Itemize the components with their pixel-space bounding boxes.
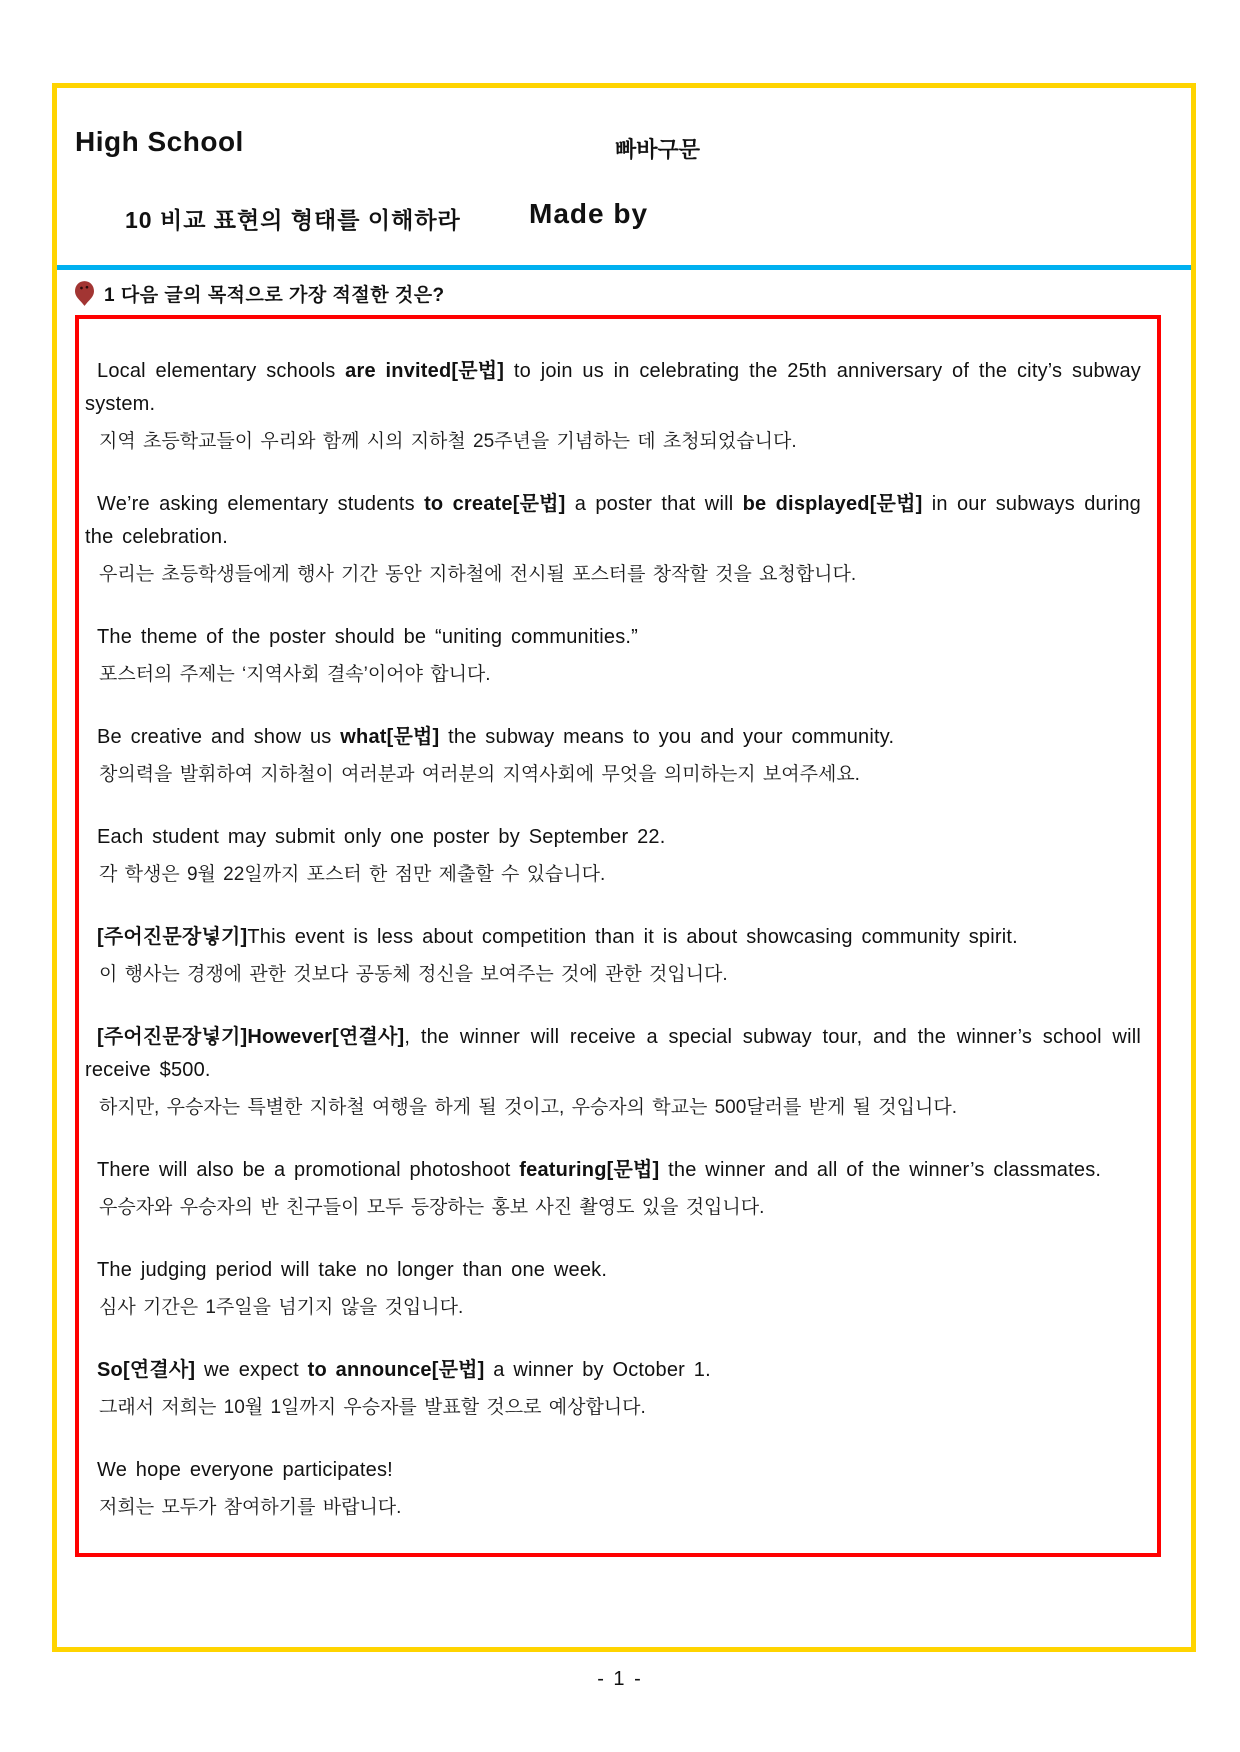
page-number: - 1 - bbox=[597, 1668, 643, 1690]
sentence-group bbox=[85, 921, 1141, 991]
sentence-group bbox=[85, 621, 1141, 691]
sentence-text: , the winner will receive a special subway tour, and the winner’s school will receive $500. bbox=[85, 1026, 1141, 1081]
sentence-ko: 이 행사는 경쟁에 관한 것보다 공동체 정신을 보여주는 것에 관한 것입니다. bbox=[99, 964, 728, 985]
question-text: 1 다음 글의 목적으로 가장 적절한 것은? bbox=[104, 285, 445, 306]
grammar-highlight: are invited[문법] bbox=[345, 360, 505, 382]
sentence-group bbox=[85, 1254, 1141, 1324]
sentence-en bbox=[85, 1354, 1141, 1387]
made-by-label: Made by bbox=[529, 198, 649, 229]
sentence-ko: 지역 초등학교들이 우리와 함께 시의 지하철 25주년을 기념하는 데 초청되었습니다. bbox=[99, 431, 797, 452]
sentence-group bbox=[85, 488, 1141, 591]
sentence-en bbox=[85, 921, 1141, 954]
sentence-group bbox=[85, 355, 1141, 458]
sentence-text: Each student may submit only one poster by September 22. bbox=[97, 826, 666, 848]
balloon-icon bbox=[75, 281, 94, 306]
sentence-text: a winner by October 1. bbox=[484, 1359, 711, 1381]
grammar-highlight: featuring[문법] bbox=[519, 1159, 660, 1181]
sentence-en bbox=[85, 1454, 1141, 1487]
sentence-en bbox=[85, 488, 1141, 554]
brand-title: 빠바구문 bbox=[615, 137, 701, 162]
sentence-ko: 우승자와 우승자의 반 친구들이 모두 등장하는 홍보 사진 촬영도 있을 것입니다. bbox=[99, 1197, 765, 1218]
grammar-highlight: be displayed[문법] bbox=[742, 493, 923, 515]
sentence-text: we expect bbox=[195, 1359, 308, 1381]
grammar-highlight: So[연결사] bbox=[97, 1359, 196, 1381]
sentence-ko: 각 학생은 9월 22일까지 포스터 한 점만 제출할 수 있습니다. bbox=[99, 864, 606, 885]
sentence-group bbox=[85, 821, 1141, 891]
sentence-text: We hope everyone participates! bbox=[97, 1459, 393, 1481]
sentence-text: This event is less about competition than it is about showcasing community spirit. bbox=[247, 926, 1018, 948]
sentence-text: in our subways during the celebration. bbox=[85, 493, 1141, 548]
sentence-ko: 우리는 초등학생들에게 행사 기간 동안 지하철에 전시될 포스터를 창작할 것을 요청합니다. bbox=[99, 564, 857, 585]
sentence-text: Be creative and show us bbox=[97, 726, 341, 748]
school-title: High School bbox=[75, 126, 244, 157]
sentence-ko: 하지만, 우승자는 특별한 지하철 여행을 하게 될 것이고, 우승자의 학교는 500달러를 받게 될 것입니다. bbox=[99, 1097, 957, 1118]
sentence-ko: 저희는 모두가 참여하기를 바랍니다. bbox=[99, 1497, 402, 1518]
sentence-ko: 포스터의 주제는 ‘지역사회 결속’이어야 합니다. bbox=[99, 664, 491, 685]
sentence-en bbox=[85, 821, 1141, 854]
question-line bbox=[75, 280, 445, 307]
grammar-highlight: to create[문법] bbox=[424, 493, 566, 515]
sentence-text: Local elementary schools bbox=[97, 360, 346, 382]
sentence-text: There will also be a promotional photoshoot bbox=[97, 1159, 520, 1181]
sentence-text: The theme of the poster should be “uniting communities.” bbox=[97, 626, 639, 648]
sentence-ko: 심사 기간은 1주일을 넘기지 않을 것입니다. bbox=[99, 1297, 464, 1318]
sentence-en bbox=[85, 1254, 1141, 1287]
grammar-highlight: [주어진문장넣기]However[연결사] bbox=[97, 1026, 405, 1048]
sentence-en bbox=[85, 355, 1141, 421]
sentence-text: to join us in celebrating the 25th anniversary of the city’s subway system. bbox=[85, 360, 1142, 415]
sentence-en bbox=[85, 621, 1141, 654]
grammar-highlight: what[문법] bbox=[340, 726, 440, 748]
sentence-group bbox=[85, 721, 1141, 791]
sentence-text: a poster that will bbox=[565, 493, 743, 515]
header-divider bbox=[57, 265, 1191, 270]
page-border-frame bbox=[52, 83, 1196, 1652]
sentence-en bbox=[85, 1021, 1141, 1087]
sentence-en bbox=[85, 1154, 1141, 1187]
sentence-text: The judging period will take no longer than one week. bbox=[97, 1259, 608, 1281]
sentence-text: We’re asking elementary students bbox=[97, 493, 425, 515]
sentence-ko: 창의력을 발휘하여 지하철이 여러분과 여러분의 지역사회에 무엇을 의미하는지 보여주세요. bbox=[99, 764, 860, 785]
sentence-text: the winner and all of the winner’s classmates. bbox=[659, 1159, 1102, 1181]
sentence-group bbox=[85, 1454, 1141, 1524]
grammar-highlight: to announce[문법] bbox=[307, 1359, 485, 1381]
sentence-en bbox=[85, 721, 1141, 754]
sentence-group bbox=[85, 1154, 1141, 1224]
sentence-text: the subway means to you and your community. bbox=[439, 726, 895, 748]
sentence-group bbox=[85, 1021, 1141, 1124]
sentence-ko: 그래서 저희는 10월 1일까지 우승자를 발표할 것으로 예상합니다. bbox=[99, 1397, 646, 1418]
grammar-highlight: [주어진문장넣기] bbox=[97, 926, 248, 948]
unit-title: 10 비교 표현의 형태를 이해하라 bbox=[125, 207, 461, 233]
sentence-group bbox=[85, 1354, 1141, 1424]
passage-box bbox=[75, 315, 1161, 1557]
